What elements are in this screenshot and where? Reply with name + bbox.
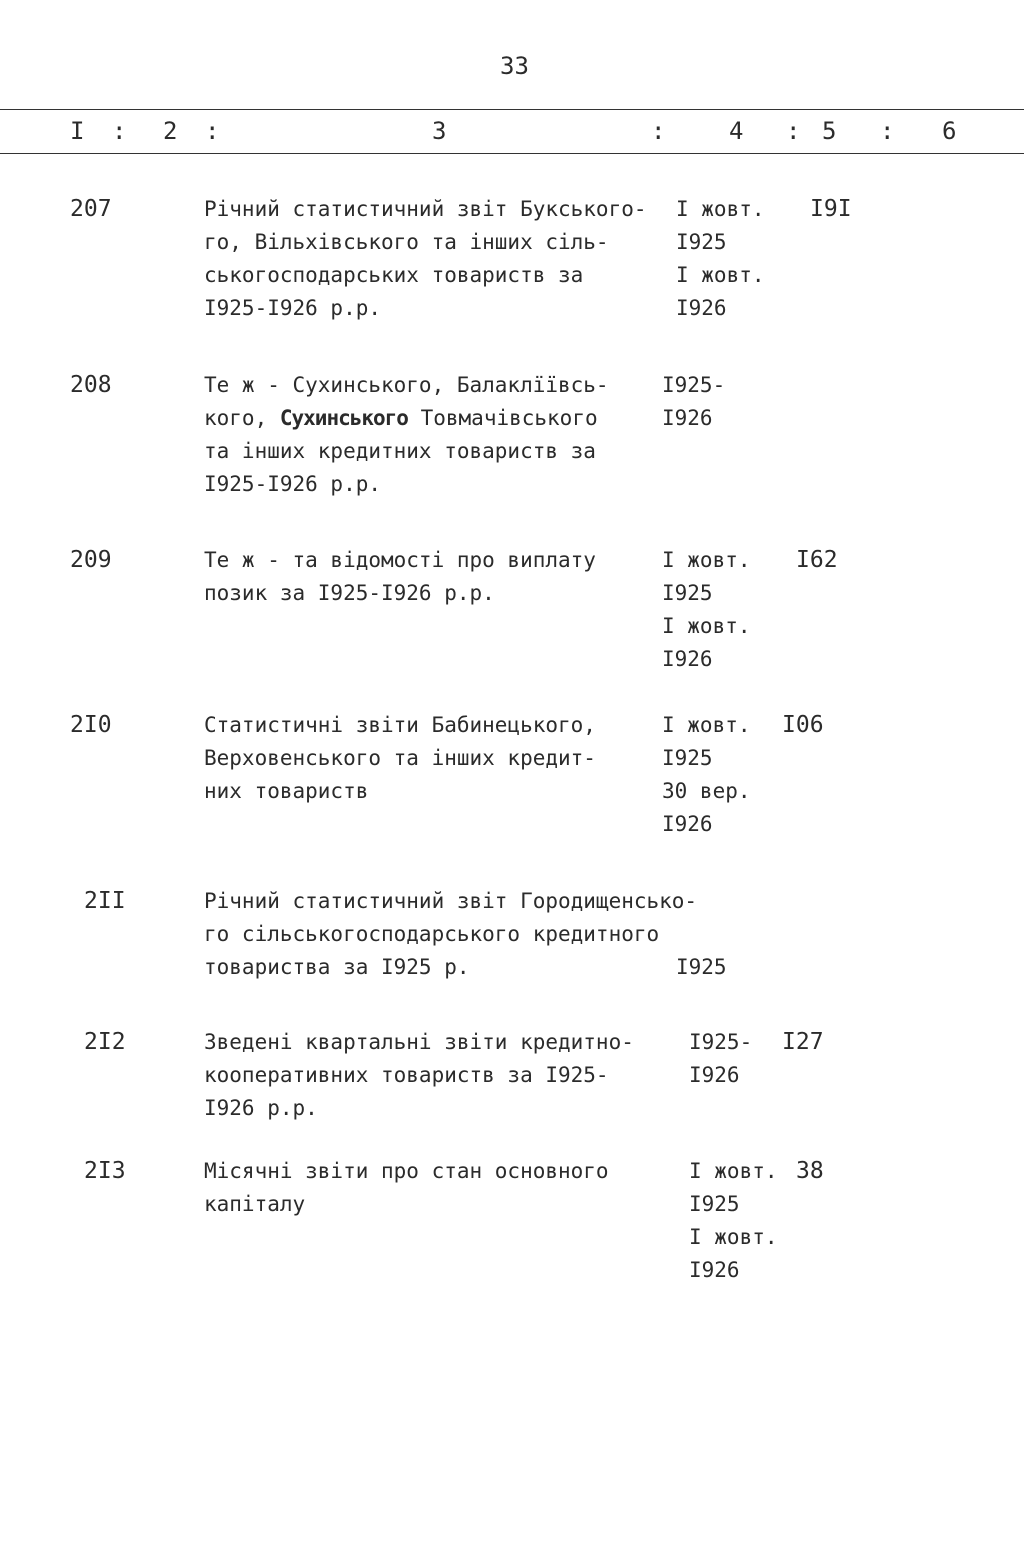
entry-description <box>204 369 609 501</box>
entry-description <box>204 193 647 325</box>
entry-pages: I27 <box>782 1029 824 1055</box>
description-line: капіталу <box>204 1192 306 1216</box>
header-col-1: I <box>70 117 85 145</box>
entry-number: 209 <box>70 547 112 573</box>
entry-pages: I62 <box>796 547 838 573</box>
date-line: I925- <box>662 373 726 397</box>
description-line: Зведені квартальні звіти кредитно- <box>204 1030 634 1054</box>
header-separator: : <box>786 117 801 145</box>
date-line: I жовт. <box>689 1159 778 1183</box>
header-bottom-rule <box>0 153 1024 154</box>
date-line: I926 <box>662 406 713 430</box>
header-col-5: 5 <box>822 117 837 145</box>
description-line: позик за I925-I926 р.р. <box>204 581 495 605</box>
date-line: I925 <box>689 1192 740 1216</box>
description-line: товариства за I925 р. <box>204 955 470 979</box>
date-line: I925 <box>662 746 713 770</box>
date-line: I925- <box>689 1030 753 1054</box>
description-line: Місячні звіти про стан основного <box>204 1159 609 1183</box>
entry-number: 2II <box>84 888 126 914</box>
header-col-2: 2 <box>163 117 178 145</box>
date-line: I жовт. <box>662 614 751 638</box>
header-separator: : <box>205 117 220 145</box>
description-line: I925-I926 р.р. <box>204 296 382 320</box>
entry-pages: I9I <box>810 196 852 222</box>
description-line: Те ж - Сухинського, Балаклїївсь- <box>204 373 609 397</box>
date-line: I925 <box>676 955 727 979</box>
date-line: 30 вер. <box>662 779 751 803</box>
entry-dates <box>676 951 727 984</box>
date-line: I926 <box>689 1258 740 1282</box>
header-separator: : <box>112 117 127 145</box>
description-line: Верховенського та інших кредит- <box>204 746 596 770</box>
entry-description <box>204 1026 634 1125</box>
description-line: ськогосподарських товариств за <box>204 263 584 287</box>
entry-dates <box>676 193 765 325</box>
date-line: I925 <box>676 230 727 254</box>
entry-dates <box>662 544 751 676</box>
header-col-3: 3 <box>432 117 447 145</box>
entry-dates <box>689 1026 752 1092</box>
entry-number: 2I2 <box>84 1029 126 1055</box>
entry-description <box>204 885 697 984</box>
description-line: Те ж - та відомості про виплату <box>204 548 596 572</box>
entry-description <box>204 1155 609 1221</box>
description-line: I926 р.р. <box>204 1096 318 1120</box>
date-line: I926 <box>662 812 713 836</box>
entry-dates <box>662 709 751 841</box>
date-line: I жовт. <box>676 263 765 287</box>
entry-number: 207 <box>70 196 112 222</box>
entry-number: 2I3 <box>84 1158 126 1184</box>
date-line: I925 <box>662 581 713 605</box>
overtyped-text: Сухинського <box>279 406 408 430</box>
entry-dates <box>662 369 725 435</box>
entry-number: 2I0 <box>70 712 112 738</box>
date-line: I926 <box>662 647 713 671</box>
description-fragment: Товмачівського <box>420 406 598 430</box>
date-line: I жовт. <box>689 1225 778 1249</box>
header-separator: : <box>651 117 666 145</box>
header-separator: : <box>880 117 895 145</box>
date-line: I926 <box>689 1063 740 1087</box>
description-line: кооперативних товариств за I925- <box>204 1063 609 1087</box>
description-line: Річний статистичний звіт Городищенсько- <box>204 889 698 913</box>
header-col-6: 6 <box>942 117 957 145</box>
entry-dates <box>689 1155 778 1287</box>
date-line: I жовт. <box>662 548 751 572</box>
description-line: го, Вільхівського та інших сіль- <box>204 230 609 254</box>
description-line <box>204 402 609 435</box>
description-line: I925-I926 р.р. <box>204 472 382 496</box>
header-col-4: 4 <box>729 117 744 145</box>
entry-description <box>204 709 596 808</box>
entry-pages: I06 <box>782 712 824 738</box>
page-number: 33 <box>500 52 529 80</box>
description-line: них товариств <box>204 779 369 803</box>
entry-number: 208 <box>70 372 112 398</box>
date-line: I жовт. <box>676 197 765 221</box>
entry-pages: 38 <box>796 1158 824 1184</box>
description-fragment: кого, <box>204 406 268 430</box>
description-line: Річний статистичний звіт Букського- <box>204 197 647 221</box>
entry-description <box>204 544 596 610</box>
description-line: та інших кредитних товариств за <box>204 439 596 463</box>
header-top-rule <box>0 109 1024 110</box>
description-line: го сільськогосподарського кредитного <box>204 922 660 946</box>
date-line: I926 <box>676 296 727 320</box>
description-line: Статистичні звіти Бабинецького, <box>204 713 596 737</box>
date-line: I жовт. <box>662 713 751 737</box>
